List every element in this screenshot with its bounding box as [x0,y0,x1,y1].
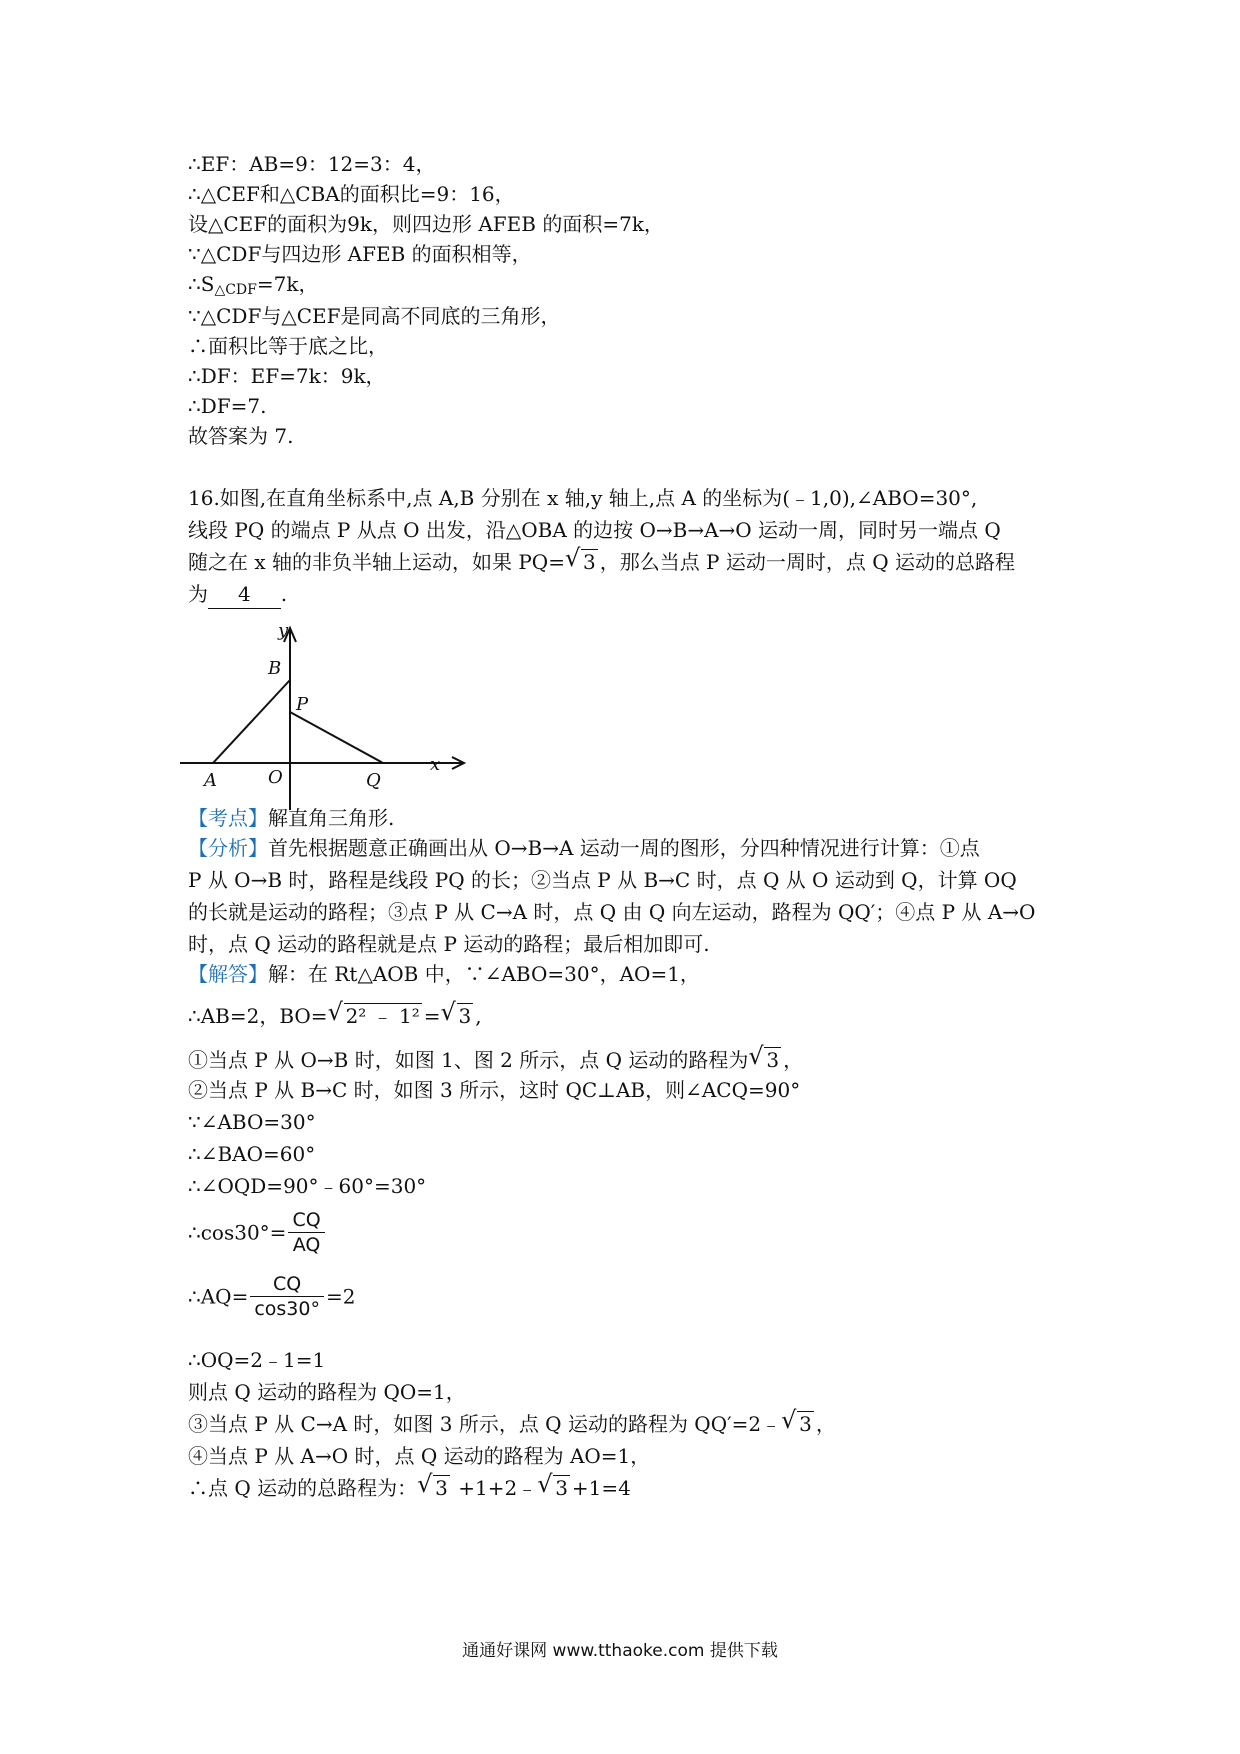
kaodian-text: 解直角三角形. [268,806,395,830]
jieda-line: ∵∠ABO=30° [188,1110,316,1134]
radicand: 2² ﹣ 1² [345,1004,420,1028]
label-p: P [296,694,309,715]
fenxi-line [188,834,980,862]
radicand: 3 [582,550,596,574]
jieda-line [188,1002,482,1030]
text-line: ∴DF：EF=7k：9k， [188,364,386,388]
fenxi-tag: 【分析】 [188,836,268,860]
question-text: 随之在 x 轴的非负半轴上运动，如果 PQ= [188,550,565,574]
label-y: y [278,620,289,641]
jieda-text: ①当点 P 从 O→B 时，如图 1、图 2 所示，点 Q 运动的路程为 [188,1048,749,1072]
jieda-line: ∴∠BAO=60° [188,1142,316,1166]
question-line [188,548,1015,576]
radicand: 3 [555,1476,568,1500]
s-prefix: ∴S [188,272,215,296]
denominator: AQ [292,1234,321,1256]
fraction [250,1272,324,1321]
fenxi-line: P 从 O→B 时，路程是线段 PQ 的长；②当点 P 从 B→C 时，点 Q 从 O 运动到 Q，计算 OQ [188,868,1017,892]
jieda-line: ∴OQ=2﹣1=1 [188,1348,326,1372]
jieda-line [188,1410,836,1438]
question-text: 为 [188,582,208,606]
answer-blank: 4 [208,580,281,609]
text-line: ∴EF：AB=9：12=3：4， [188,152,436,176]
kaodian-tag: 【考点】 [188,806,268,830]
question-text: ，那么当点 P 运动一周时，点 Q 运动的总路程 [599,550,1015,574]
sqrt-expression [441,1002,474,1030]
jieda-text: ， [783,1048,804,1072]
text-line: 故答案为 7. [188,424,294,448]
jieda-line: ∴∠OQD=90°﹣60°=30° [188,1174,427,1198]
numerator: CQ [250,1272,324,1297]
sqrt-expression [565,548,598,576]
jieda-line [188,1272,355,1321]
jieda-text: +1+2﹣ [451,1476,538,1500]
fraction [288,1208,324,1257]
text-line: ∵△CDF与四边形 AFEB 的面积相等， [188,242,532,266]
question-line: 线段 PQ 的端点 P 从点 O 出发，沿△OBA 的边按 O→B→A→O 运动一周，同时另一端点 Q [188,518,1001,542]
jieda-text: =2 [325,1284,356,1309]
label-a: A [204,770,217,791]
text-line: ∴△CEF和△CBA的面积比=9：16， [188,182,515,206]
fenxi-line: 的长就是运动的路程；③点 P 从 C→A 时，点 Q 由 Q 向左运动，路程为 QQ′；④点 P 从 A→O [188,900,1036,924]
segment-ab [213,680,290,763]
jieda-line [188,1208,327,1257]
jieda-line [188,1474,631,1502]
kaodian-line [188,804,394,832]
coordinate-figure [180,620,480,820]
jieda-text: ， [815,1412,836,1436]
jieda-text: ∴cos30°= [188,1220,287,1245]
jieda-text: ∴AQ= [188,1284,249,1309]
question-text: . [280,582,288,606]
label-o: O [268,767,283,788]
question-line [188,580,287,609]
question-line: 16.如图,在直角坐标系中,点 A,B 分别在 x 轴,y 轴上,点 A 的坐标为(﹣1,0),∠ABO=30°, [188,486,978,510]
text-line: ∴面积比等于底之比， [188,334,388,358]
jieda-text: = [423,1004,441,1028]
text-line: ∵△CDF与△CEF是同高不同底的三角形， [188,304,561,328]
segment-pq [290,712,383,763]
sqrt-expression [537,1474,570,1502]
sqrt-expression [417,1474,450,1502]
numerator: CQ [288,1208,324,1233]
jieda-text: 解：在 Rt△AOB 中，∵∠ABO=30°，AO=1， [268,962,700,986]
jieda-line [188,960,700,988]
jieda-line [188,1046,803,1074]
text-line: 设△CEF的面积为9k，则四边形 AFEB 的面积=7k， [188,212,664,236]
radicand: 3 [458,1004,472,1028]
label-q: Q [366,770,381,791]
jieda-tag: 【解答】 [188,962,268,986]
page-footer: 通通好课网 www.tthaoke.com 提供下载 [462,1641,778,1661]
jieda-line: ④当点 P 从 A→O 时，点 Q 运动的路程为 AO=1， [188,1444,651,1468]
fenxi-text: 首先根据题意正确画出从 O→B→A 运动一周的图形，分四种情况进行计算：①点 [268,836,980,860]
sqrt-expression [781,1410,814,1438]
jieda-text: , [475,1004,482,1028]
fenxi-line: 时，点 Q 运动的路程就是点 P 运动的路程；最后相加即可. [188,932,710,956]
text-line: ∴DF=7. [188,394,267,418]
radicand: 3 [766,1048,780,1072]
radicand: 3 [799,1412,812,1436]
radicand: 3 [435,1476,448,1500]
sqrt-expression [328,1002,422,1030]
jieda-text: ∴AB=2，BO= [188,1004,328,1028]
jieda-text: ③当点 P 从 C→A 时，如图 3 所示，点 Q 运动的路程为 QQ′=2﹣ [188,1412,782,1436]
denominator: cos30° [254,1298,320,1320]
jieda-text: +1=4 [571,1476,631,1500]
jieda-line: 则点 Q 运动的路程为 QO=1， [188,1380,466,1404]
sqrt-expression [748,1046,781,1074]
jieda-line: ②当点 P 从 B→C 时，如图 3 所示，这时 QC⊥AB，则∠ACQ=90° [188,1078,801,1102]
jieda-text: ∴点 Q 运动的总路程为： [188,1476,418,1500]
label-b: B [268,658,282,679]
s-subscript: △CDF [214,282,257,298]
label-x: x [430,754,441,775]
text-line [188,270,318,304]
s-suffix: =7k， [256,272,319,296]
